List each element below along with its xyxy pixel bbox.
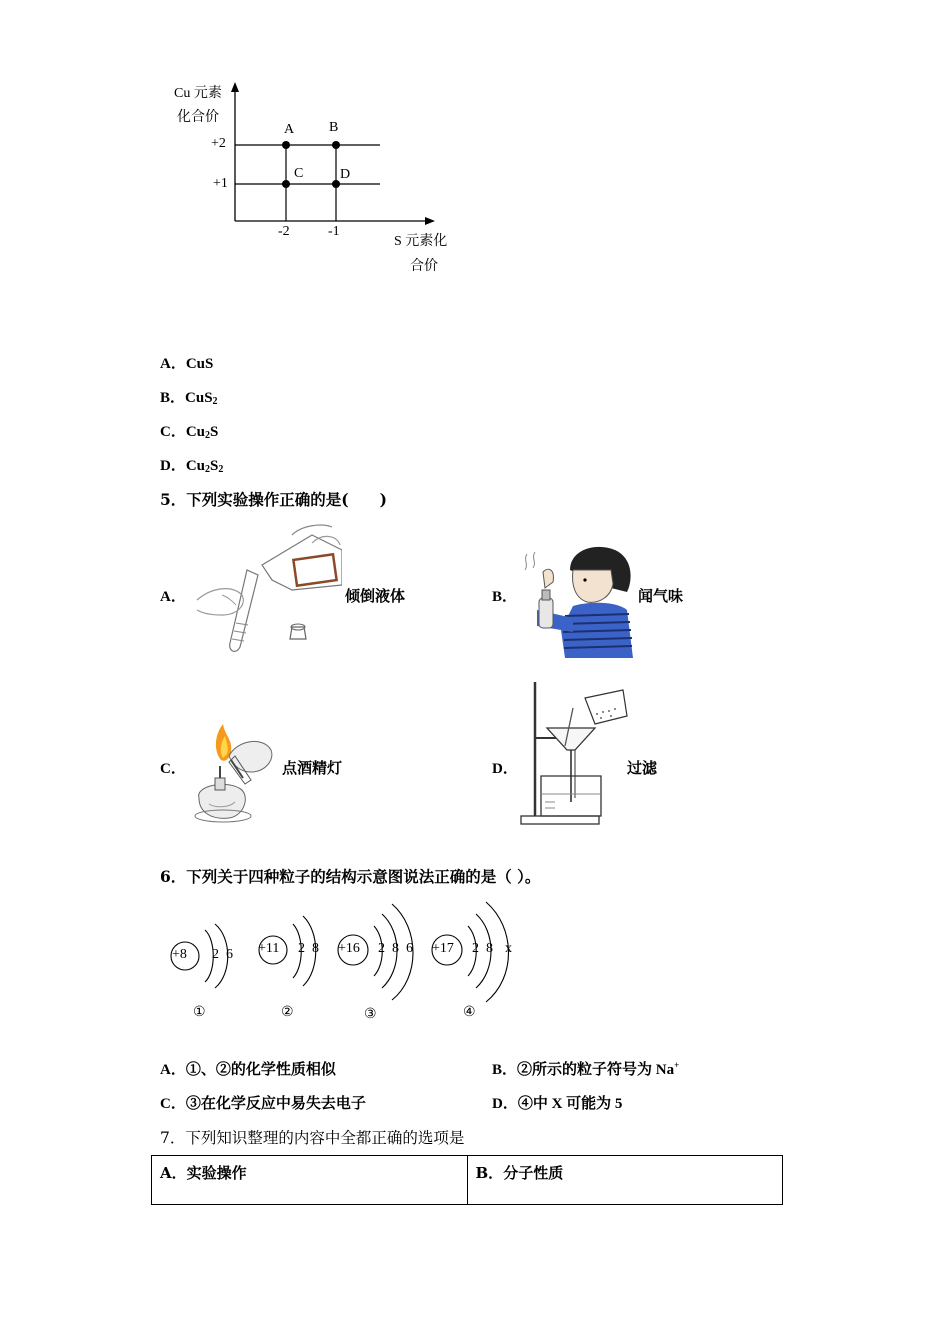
particle-index-4: ④	[463, 1005, 476, 1020]
alcohol-lamp-illustration	[185, 720, 285, 830]
y-axis-label-1: Cu 元素	[174, 86, 222, 101]
graph-point-c	[282, 180, 290, 188]
particle-index-1: ①	[193, 1005, 206, 1020]
alcohol-lamp-svg	[185, 720, 285, 830]
shells-label-3: 2 8 6	[378, 941, 413, 956]
valence-graph	[160, 80, 470, 280]
nucleus-label-4: +17	[432, 941, 454, 956]
x-tick-minus2: -2	[278, 224, 290, 239]
table-cell-a[interactable]: A．实验操作	[152, 1156, 468, 1205]
filtration-illustration	[515, 678, 645, 828]
filtration-svg	[515, 678, 645, 828]
smelling-illustration	[515, 540, 635, 660]
point-label-a: A	[284, 122, 295, 137]
x-axis-label-2: 合价	[410, 259, 438, 274]
atomic-structure-diagrams	[160, 900, 530, 1030]
q6-option-c[interactable]: C．③在化学反应中易失去电子	[160, 1096, 366, 1112]
nucleus-label-2: +11	[258, 941, 280, 956]
q5-option-b-letter[interactable]: B．	[492, 589, 518, 605]
q5-option-d-caption: 过滤	[627, 759, 658, 777]
q5-option-c-letter[interactable]: C．	[160, 761, 186, 777]
q5-stem: 5．下列实验操作正确的是( )	[160, 490, 387, 509]
table-cell-b[interactable]: B．分子性质	[467, 1156, 783, 1205]
x-axis-arrow	[425, 217, 435, 225]
particle-index-2: ②	[281, 1005, 294, 1020]
shells-extra-label-4: x	[505, 941, 512, 956]
q5-option-d-letter[interactable]: D．	[492, 761, 518, 777]
q7-knowledge-table	[151, 1155, 783, 1205]
shells-label-1: 2 6	[212, 947, 233, 962]
nucleus-label-1: +8	[172, 947, 187, 962]
y-tick-plus1: +1	[213, 176, 228, 191]
y-axis-arrow	[231, 82, 239, 92]
y-tick-plus2: +2	[211, 136, 226, 151]
q4-option-b[interactable]: B．CuS$_2$	[160, 390, 218, 407]
smelling-svg	[515, 540, 635, 660]
x-tick-minus1: -1	[328, 224, 340, 239]
q6-option-a[interactable]: A．①、②的化学性质相似	[160, 1062, 336, 1078]
point-label-c: C	[294, 166, 304, 181]
pouring-liquid-illustration	[192, 515, 342, 655]
nucleus-label-3: +16	[338, 941, 360, 956]
q4-option-c[interactable]: C．$Cu_2S$	[160, 424, 219, 441]
graph-point-b	[332, 141, 340, 149]
q6-stem: 6．下列关于四种粒子的结构示意图说法正确的是（ ）。	[160, 867, 541, 886]
graph-point-d	[332, 180, 340, 188]
shells-label-4: 2 8	[472, 941, 493, 956]
q5-option-c-caption: 点酒精灯	[282, 759, 343, 777]
point-label-b: B	[329, 120, 339, 135]
q6-option-b[interactable]: B．②所示的粒子符号为 Na+	[492, 1060, 680, 1078]
q4-option-d[interactable]: D．$Cu_2S_2$	[160, 458, 224, 475]
q4-option-a[interactable]: A．CuS	[160, 356, 214, 372]
point-label-d: D	[340, 167, 351, 182]
shells-label-2: 2 8	[298, 941, 319, 956]
q6-option-d[interactable]: D．④中 X 可能为 5	[492, 1096, 623, 1112]
x-axis-label-1: S 元素化	[394, 234, 448, 249]
y-axis-label-2: 化合价	[177, 110, 219, 125]
pouring-liquid-svg	[192, 515, 342, 655]
q5-option-b-caption: 闻气味	[638, 587, 684, 605]
q7-stem: 7．下列知识整理的内容中全都正确的选项是	[160, 1129, 465, 1147]
particle-index-3: ③	[364, 1007, 377, 1022]
q5-option-a-caption: 倾倒液体	[345, 587, 406, 605]
q5-option-a-letter[interactable]: A．	[160, 589, 186, 605]
graph-point-a	[282, 141, 290, 149]
table-row	[152, 1156, 783, 1205]
